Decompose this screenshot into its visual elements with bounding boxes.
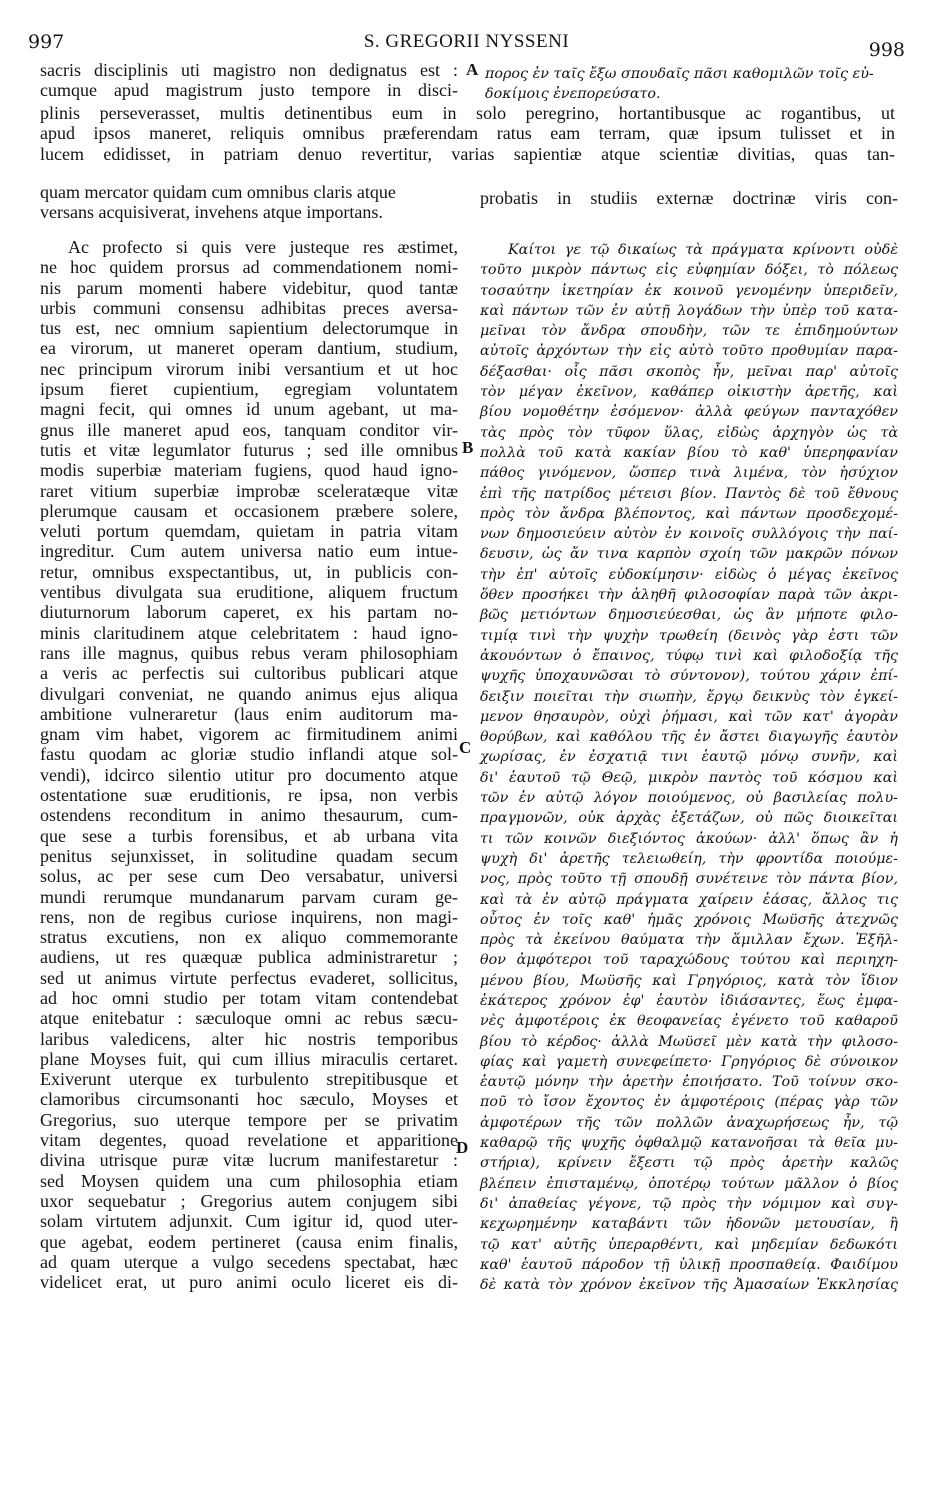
latin-line: ipsum fieret cupientium, egregiam voluntatem (40, 379, 458, 400)
greek-line: τιμίᾳ τινὶ τὴν ψυχὴν τρωθείη (δεινὸς γὰρ ἐστι τῶν (480, 627, 898, 644)
mid-left-latin-lines (40, 182, 458, 223)
latin-line: tus est, nec omnium sapientium delectorumque in (40, 318, 458, 339)
latin-line: vendi), idcirco silentio utitur pro documento atque (40, 764, 458, 785)
greek-line: καὶ τὰ ἐν αὐτῷ πράγματα χαίρειν ἐάσας, ἄλλος τις (480, 891, 898, 908)
latin-line: que sese a turbis forensibus, et ab urbana vita (40, 825, 458, 846)
latin-line: magni fecit, qui omnes id unum agebant, ut ma- (40, 399, 458, 420)
greek-line: τῶν ἐν αὐτῷ λόγον ποιούμενος, οὐ βασιλείας πολυ- (480, 790, 898, 807)
greek-line: οὗτος ἐν τοῖς καθ' ἡμᾶς χρόνοις Μωϋσῆς ἀτεχνῶς (480, 911, 898, 928)
latin-line: minis claritudinem atque celebritatem : haud igno- (40, 622, 458, 643)
latin-line: mundi rerumque mundanarum parvam curam ge- (40, 886, 458, 907)
greek-line: καθ' ἑαυτοῦ πάροδον τῇ ὑλικῇ προσπαθείᾳ. Φαιδίμου (480, 1256, 898, 1273)
greek-line: μεῖναι τὸν ἄνδρα σπουδὴν, τῶν τε ἐπιδημούντων (480, 323, 898, 340)
latin-line: laribus valedicens, alter hic nostris temporibus (40, 1028, 458, 1049)
text-line: plinis perseverasset, multis detinentibus eum in solo peregrino, hortantibusque ac rogantibus, ut (40, 103, 895, 123)
latin-line: retur, omnibus exspectantibus, ut, in publicis con- (40, 561, 458, 582)
text-line: sacris disciplinis uti magistro non dedignatus est : (40, 60, 458, 80)
mid-right-latin-line (480, 188, 898, 208)
greek-line: δέξασθαι· οἷς πᾶσι σκοπὸς ἦν, μεῖναι παρ' αὐτοῖς (480, 363, 898, 380)
latin-line: ostentatione suæ eruditionis, re ipsa, non verbis (40, 785, 458, 806)
greek-line: δὲ κατὰ τὸν χρόνον ἐκεῖνον τῆς Ἀμασαίων Ἐκκλησίας (480, 1277, 898, 1294)
latin-line: modis superbiæ materiam fugiens, quod haud igno- (40, 460, 458, 481)
latin-line: gnam vim habet, vigorem ac firmitudinem animi (40, 724, 458, 745)
latin-line: urbis communi consensu adhibitas preces aversa- (40, 297, 458, 318)
greek-line: πρὸς τὰ ἐκείνου θαύματα τὴν ἅμιλλαν ἔχων. Ἐξῆλ- (480, 932, 898, 949)
greek-line: τι τῶν κοινῶν διεξιόντος ἀκούων· ἀλλ' ὅπως ἂν ἡ (480, 830, 898, 847)
greek-line: αὐτοῖς ἀρχόντων τὴν εἰς αὐτὸ τοῦτο προθυμίαν παρα- (480, 343, 898, 360)
latin-line: atque enitebatur : sæculoque omni ac rebus sæcu- (40, 1008, 458, 1029)
latin-line: fastu quodam ac gloriæ studio inflandi atque sol- (40, 744, 458, 765)
greek-line: βλέπειν ἐπισταμένῳ, ὁποτέρῳ τούτων μᾶλλον ὁ βίος (480, 1175, 898, 1192)
greek-line: ἑαυτῷ μόνην τὴν ἀρετὴν ἐποιήσατο. Τοῦ τοίνυν σκο- (480, 1074, 898, 1091)
latin-line: penitus sejunxisset, in solitudine quadam secum (40, 845, 458, 866)
latin-line: audiens, ut res quæquæ publica administraretur ; (40, 947, 458, 968)
greek-line: πάθος γινόμενον, ὥσπερ τινὰ λιμένα, τὸν ἡσύχιον (480, 465, 898, 482)
top-right-greek-lines (485, 64, 885, 105)
greek-line: θορύβων, καὶ καθόλου τῆς ἐν ἄστει διαγωγῆς ἑαυτὸν (480, 729, 898, 746)
latin-line: a veris ac perfectis sui cultoribus publicari atque (40, 663, 458, 684)
top-left-latin-lines (40, 60, 458, 101)
greek-line: καθαρῷ τῆς ψυχῆς ὀφθαλμῷ κατανοῆσαι τὰ θεῖα μυ- (480, 1135, 898, 1152)
latin-line: Ac profecto si quis vere justeque res æstimet, (68, 237, 458, 257)
greek-line: πραγμονῶν, οὐκ ἀρχὰς ἐξετάζων, οὐ πῶς διοικεῖται (480, 810, 898, 827)
greek-line: μένου βίου, Μωϋσῆς καὶ Γρηγόριος, κατὰ τὸν ἴδιον (480, 972, 898, 989)
latin-line: tutis et vitæ legumlator futurus ; sed ille omnibus (40, 439, 458, 460)
greek-line: τὸν μέγαν ἐκεῖνον, καθάπερ οἰκιστὴν ἀρετῆς, καὶ (480, 384, 898, 401)
text-line: apud ipsos maneret, reliquis omnibus præferendam ratus eam terram, quæ ipsum tulisset et in (40, 123, 895, 144)
greek-line: ἀμφοτέρων τῆς τῶν πολλῶν ἀναχωρήσεως ἦν, τῷ (480, 1114, 898, 1131)
latin-line: divina utrisque puræ vitæ lucrum manifestaretur : (40, 1150, 458, 1171)
latin-line: diuturnorum laborum caperet, ex his partam no- (40, 602, 458, 623)
greek-line: τῷ κατ' αὐτῆς ὑπεραρθέντι, καὶ μηδεμίαν δεδωκότι (480, 1236, 898, 1253)
margin-marker-d: D (456, 1138, 469, 1157)
latin-line: nec principum virorum inibi versantium et ut hoc (40, 358, 458, 379)
greek-line: νος, πρὸς τοῦτο τῇ σπουδῇ συνέτεινε τὸν πάντα βίον, (480, 871, 898, 888)
latin-line: gnus ille maneret apud eos, tanquam conditor vir- (40, 419, 458, 440)
latin-line: Gregorius, suo uterque tempore per se privatim (40, 1109, 458, 1130)
margin-marker-a: A (466, 60, 479, 79)
greek-line: πορος ἐν ταῖς ἔξω σπουδαῖς πᾶσι καθομιλῶν τοῖς εὐ- (485, 66, 874, 82)
greek-line: δι' ἀπαθείας γέγονε, τῷ πρὸς τὴν νόμιμον καὶ συγ- (480, 1195, 898, 1212)
greek-line: δοκίμοις ἐνεπορεύσατο. (485, 86, 661, 103)
greek-line: ἀκουόντων ὁ ἔπαινος, τύφῳ τινὶ καὶ φιλοδοξίᾳ τῆς (480, 647, 898, 664)
greek-line: βίου τὸ κέρδος· ἀλλὰ Μωϋσεῖ μὲν κατὰ τὴν φιλοσο- (480, 1033, 898, 1050)
margin-marker-b: B (462, 438, 474, 457)
greek-line: τὰς πρὸς τὸν τῦφον ὕλας, εἰδὼς ἀρχηγὸν ὡς τὰ (480, 424, 898, 441)
greek-line: δι' ἑαυτοῦ τῷ Θεῷ, μικρὸν παντὸς τοῦ κόσμου καὶ (480, 769, 898, 786)
greek-line: βῶς μετιόντων δημοσιεύεσθαι, ὡς ἂν μήποτε φιλο- (480, 607, 898, 624)
latin-line: ad hoc omni studio per totam vitam contendebat (40, 987, 458, 1008)
latin-line: stratus excutiens, non ex aliquo commemorante (40, 927, 458, 948)
latin-column (40, 237, 458, 1292)
latin-line: ambitione vulneraretur (laus enim auditorum ma- (40, 703, 458, 724)
latin-line: ostendens reconditum in animo thesaurum, cum- (40, 805, 458, 826)
latin-line: ne hoc quidem prorsus ad commendationem nomi- (40, 257, 458, 278)
greek-line: Καίτοι γε τῷ δικαίως τὰ πράγματα κρίνοντι οὐδὲ (508, 242, 898, 258)
latin-line: videlicet erat, ut puro animi oculo liceret eis di- (40, 1272, 458, 1293)
latin-line: plane Moyses fuit, qui cum illius miraculis certaret. (40, 1048, 458, 1069)
latin-line: Exiverunt uterque ex turbulento strepitibusque et (40, 1069, 458, 1090)
latin-line: ingreditur. Cum autem universa natio eum intue- (40, 541, 458, 562)
greek-line: δειξιν ποιεῖται τὴν σιωπὴν, ἔργῳ δεικνὺς τὸν ἐγκεί- (480, 688, 898, 705)
greek-line: ἐπὶ τῆς πατρίδος μέτεισι βίον. Παντὸς δὲ τοῦ ἔθνους (480, 485, 898, 502)
latin-line: ad quam uterque a vulgo secedens spectabat, hæc (40, 1251, 458, 1272)
greek-line: νὲς ἀμφοτέροις ἐκ θεοφανείας ἐγένετο τοῦ καθαροῦ (480, 1013, 898, 1030)
greek-line: κεχωρημένην καταβάντι τῶν ἡδονῶν μετουσίαν, ἢ (480, 1216, 898, 1233)
greek-line: στήρια), κρίνειν ἔξεστι τῷ πρὸς ἀρετὴν καλῶς (480, 1155, 898, 1172)
text-line: versans acquisiverat, invehens atque importans. (40, 202, 383, 223)
latin-line: plerumque causam et occasionem præbere solere, (40, 500, 458, 521)
running-title: S. GREGORII NYSSENI (363, 31, 570, 52)
greek-line: πολλὰ τοῦ κατὰ κακίαν βίου τὸ καθ' ὑπερηφανίαν (480, 444, 898, 461)
latin-line: divulgari conveniat, ne quando animus ejus aliqua (40, 683, 458, 704)
greek-line: χωρίσας, ἐν ἐσχατιᾷ τινι ἑαυτῷ μόνῳ συνῆν, καὶ (480, 749, 898, 766)
latin-line: sed Moysen quidem una cum philosophia etiam (40, 1170, 458, 1191)
greek-line: νων δημοσιεύειν αὐτὸν ἐν κοινοῖς συλλόγοις τὴν παί- (480, 526, 898, 543)
text-line: cumque apud magistrum justo tempore in disci- (40, 80, 458, 101)
latin-line: raret vitium superbiæ improbæ sceleratæque vitæ (40, 480, 458, 501)
text-line: quam mercator quidam cum omnibus claris atque (40, 182, 396, 202)
greek-line: τὴν ἐπ' αὐτοῖς εὐδοκίμησιν· εἰδὼς ὁ μέγας ἐκεῖνος (480, 566, 898, 583)
top-full-width-lines (40, 103, 895, 164)
greek-line: δευσιν, ὡς ἄν τινα καρπὸν σχοίη τῶν μακρῶν πόνων (480, 546, 898, 563)
margin-marker-c: C (459, 738, 472, 757)
greek-column (480, 240, 898, 1295)
latin-line: uxor sequebatur ; Gregorius autem conjugem sibi (40, 1190, 458, 1211)
latin-line: vitam degentes, quoad revelatione et apparitione (40, 1130, 458, 1151)
greek-line: καὶ πάντων τῶν ἐν αὐτῇ λογάδων τὴν ὑπὲρ τοῦ κατα- (480, 302, 898, 319)
latin-line: rens, non de regibus curiose inquirens, non magi- (40, 906, 458, 927)
greek-line: μενον θησαυρὸν, οὐχὶ ῥήμασι, καὶ τῶν κατ' ἀγορὰν (480, 708, 898, 725)
latin-line: sed ut animus virtute perfectus evaderet, sollicitus, (40, 967, 458, 988)
greek-line: πρὸς τὸν ἄνδρα βλέποντος, καὶ πάντων προσδεχομέ- (480, 505, 898, 522)
greek-line: ψυχὴ δι' ἀρετῆς τελειωθείη, τὴν φροντίδα ποιούμε- (480, 850, 898, 867)
greek-line: ποῦ τὸ ἴσον ἔχοντος ἐν ἀμφοτέροις (πέρας γὰρ τῶν (480, 1094, 898, 1111)
text-line: lucem edidisset, in patriam denuo revertitur, varias sapientiæ atque scientiæ divitias, quas tan- (40, 143, 895, 164)
greek-line: τοσαύτην ἱκετηρίαν ἐκ κοινοῦ γενομένην ὑπεριδεῖν, (480, 282, 898, 299)
latin-line: solus, ac per sese cum Deo versabatur, universi (40, 866, 458, 887)
right-page-number: 998 (868, 39, 905, 61)
text-line: probatis in studiis externæ doctrinæ viris con- (480, 188, 898, 208)
greek-line: βίου νομοθέτην ἐσόμενον· ἀλλὰ φεύγων πανταχόθεν (480, 404, 898, 421)
latin-line: ea virorum, ut maneret operam dantium, studium, (40, 338, 458, 359)
latin-line: que agebat, eodem pertineret (causa enim finalis, (40, 1231, 458, 1252)
latin-line: ventibus divulgata sua eruditione, aliquem fructum (40, 582, 458, 603)
greek-line: φίας καὶ γαμετὴ συνεφείπετο· Γρηγόριος δὲ σύνοικον (480, 1053, 898, 1070)
latin-line: clamoribus circumsonanti hoc sæculo, Moyses et (40, 1089, 458, 1110)
latin-line: veluti portum quemdam, quietam in patria vitam (40, 521, 458, 542)
greek-line: θον ἀμφότεροι τοῦ ταραχώδους τούτου καὶ περιηχη- (480, 952, 898, 969)
left-page-number: 997 (28, 31, 65, 53)
greek-line: ψυχῆς ὑποχαυνῶσαι τὸ σύντονον), τούτου χάριν ἐπί- (480, 668, 898, 685)
greek-line: τοῦτο μικρὸν πάντως εἰς εὐφημίαν δόξει, τὸ πόλεως (480, 262, 898, 279)
latin-line: solam virtutem adjunxit. Cum igitur id, quod uter- (40, 1211, 458, 1232)
greek-line: ἑκάτερος χρόνον ἐφ' ἑαυτὸν ἰδιάσαντες, ἕως ἐμφα- (480, 992, 898, 1009)
greek-line: ὅθεν προσήκει τὴν ἀληθῆ φιλοσοφίαν παρὰ τῶν ἀκρι- (480, 587, 898, 604)
latin-line: rans ille magnus, quibus rebus veram philosophiam (40, 642, 458, 663)
latin-line: nis parum momenti habere videbitur, quod tantæ (40, 277, 458, 298)
